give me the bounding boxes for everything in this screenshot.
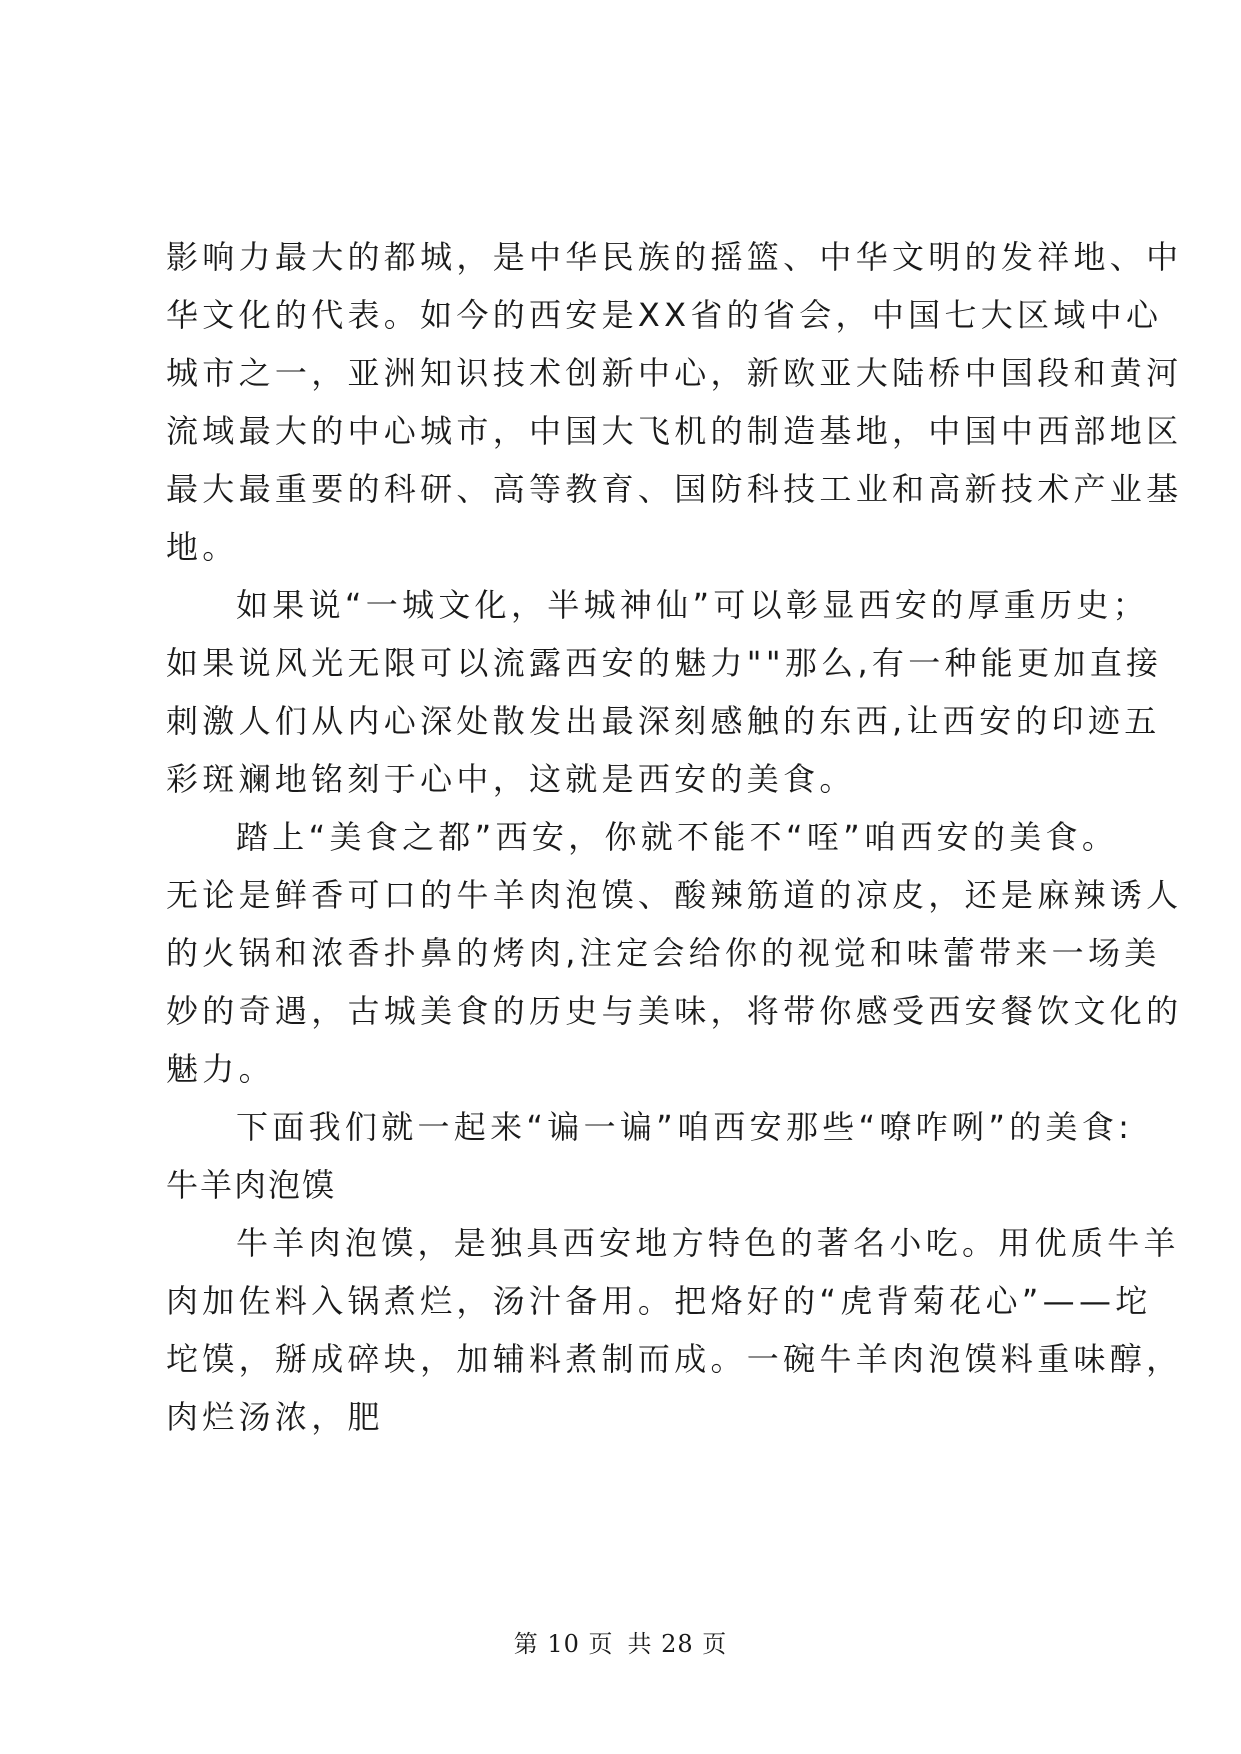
paragraph-start-line: 踏上“美食之都”西安，你就不能不“咥”咱西安的美食。 (236, 818, 1119, 856)
document-body (166, 228, 1183, 1446)
page-footer (0, 1624, 1241, 1659)
text-line: 肉烂汤浓，肥 (166, 1398, 384, 1436)
paragraph-start-line: 牛羊肉泡馍，是独具西安地方特色的著名小吃。用优质牛羊 (236, 1224, 1180, 1262)
text-line: 坨馍，掰成碎块，加辅料煮制而成。一碗牛羊肉泡馍料重味醇， (166, 1340, 1183, 1378)
text-line: 城市之一，亚洲知识技术创新中心，新欧亚大陆桥中国段和黄河 (166, 354, 1183, 392)
page-number: 第 10 页 (513, 1630, 614, 1658)
text-line: 华文化的代表。如今的西安是XX省的省会，中国七大区域中心 (166, 296, 1163, 334)
paragraph-start-line: 如果说“一城文化，半城神仙”可以彰显西安的厚重历史； (236, 586, 1149, 624)
section-heading: 牛羊肉泡馍 (166, 1166, 337, 1204)
paragraph-start-line: 下面我们就一起来“谝一谝”咱西安那些“嘹咋咧”的美食: (236, 1108, 1134, 1146)
text-line: 妙的奇遇，古城美食的历史与美味，将带你感受西安餐饮文化的 (166, 992, 1183, 1030)
text-line: 无论是鲜香可口的牛羊肉泡馍、酸辣筋道的凉皮，还是麻辣诱人 (166, 876, 1183, 914)
text-line: 地。 (166, 528, 239, 566)
text-line: 如果说风光无限可以流露西安的魅力""那么,有一种能更加直接 (166, 644, 1163, 682)
text-line: 彩斑斓地铭刻于心中，这就是西安的美食。 (166, 760, 856, 798)
text-line: 影响力最大的都城，是中华民族的摇篮、中华文明的发祥地、中 (166, 238, 1183, 276)
text-line: 刺激人们从内心深处散发出最深刻感触的东西,让西安的印迹五 (166, 702, 1161, 740)
text-line: 最大最重要的科研、高等教育、国防科技工业和高新技术产业基 (166, 470, 1183, 508)
text-line: 魅力。 (166, 1050, 275, 1088)
page-total: 共 28 页 (627, 1630, 728, 1658)
text-line: 肉加佐料入锅煮烂，汤汁备用。把烙好的“虎背菊花心”——坨 (166, 1282, 1152, 1320)
text-line: 流域最大的中心城市，中国大飞机的制造基地，中国中西部地区 (166, 412, 1183, 450)
text-line: 的火锅和浓香扑鼻的烤肉,注定会给你的视觉和味蕾带来一场美 (166, 934, 1161, 972)
